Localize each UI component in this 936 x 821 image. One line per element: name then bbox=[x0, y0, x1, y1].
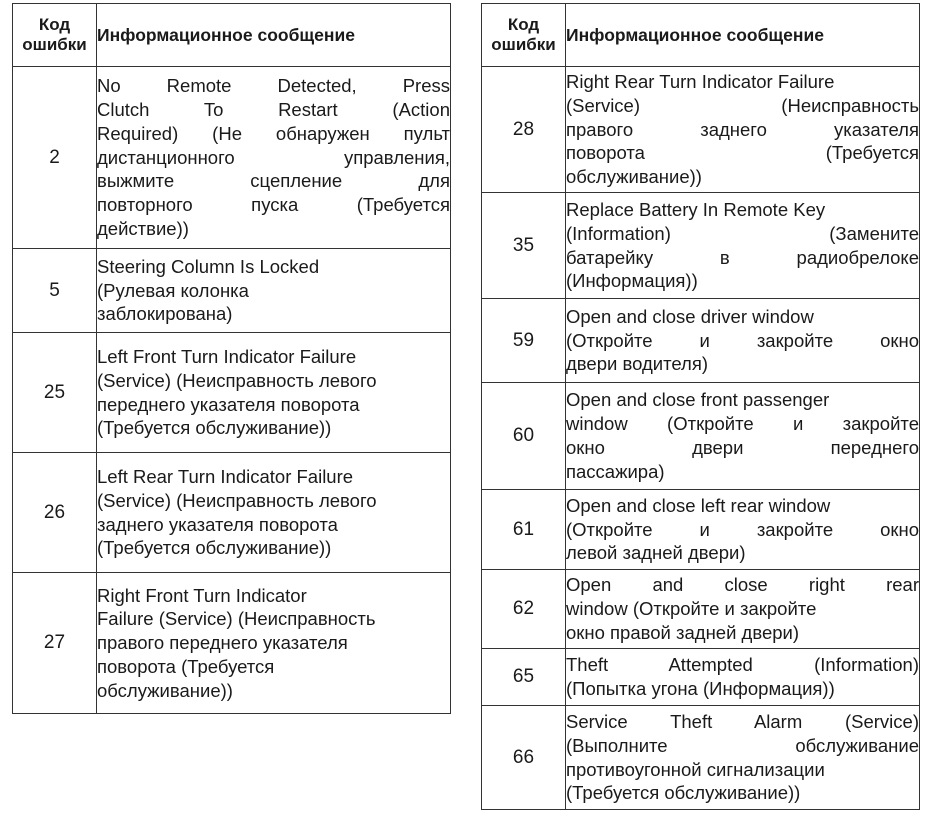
error-message bbox=[566, 67, 920, 193]
table-row bbox=[482, 490, 920, 570]
error-message bbox=[97, 453, 451, 573]
message-line: правого заднего указателя bbox=[566, 118, 919, 140]
table-row bbox=[13, 67, 451, 249]
message-line: окно правой задней двери) bbox=[566, 621, 800, 643]
message-column-header: Информационное сообщение bbox=[97, 4, 451, 67]
error-message bbox=[566, 193, 920, 299]
message-line: Open and close left rear window bbox=[566, 494, 831, 516]
message-line: (Service) (Неисправность левого bbox=[97, 369, 377, 391]
table-row bbox=[13, 249, 451, 333]
code-column-header bbox=[13, 4, 97, 67]
table-row bbox=[482, 67, 920, 193]
error-message bbox=[566, 490, 920, 570]
error-code: 28 bbox=[482, 67, 566, 193]
message-line: поворота (Требуется bbox=[97, 655, 275, 677]
code-header-line: ошибки bbox=[491, 35, 556, 54]
message-line: поворота (Требуется bbox=[566, 142, 919, 164]
message-line: (Откройте и закройте окно bbox=[566, 329, 919, 351]
error-message bbox=[97, 333, 451, 453]
message-line: выжмите сцепление для bbox=[97, 170, 450, 192]
message-line: заблокирована) bbox=[97, 303, 233, 325]
table-row bbox=[13, 453, 451, 573]
message-line: (Откройте и закройте окно bbox=[566, 518, 919, 540]
table-row bbox=[13, 573, 451, 714]
message-line: дистанционного управления, bbox=[97, 146, 450, 168]
message-line: window (Откройте и закройте bbox=[566, 598, 817, 620]
table-body bbox=[13, 67, 451, 714]
table-header-row bbox=[13, 4, 451, 67]
code-header-line: Код bbox=[507, 15, 540, 34]
message-line: пассажира) bbox=[566, 460, 665, 482]
message-line: действие)) bbox=[97, 217, 189, 239]
message-line: (Service) (Неисправность bbox=[566, 94, 919, 116]
table-row bbox=[482, 706, 920, 810]
message-line: No Remote Detected, Press bbox=[97, 75, 450, 97]
table-row bbox=[482, 299, 920, 383]
error-code: 59 bbox=[482, 299, 566, 383]
message-line: левой задней двери) bbox=[566, 542, 746, 564]
error-code: 35 bbox=[482, 193, 566, 299]
error-code: 26 bbox=[13, 453, 97, 573]
table-row bbox=[482, 383, 920, 490]
table-body bbox=[482, 67, 920, 810]
message-line: (Требуется обслуживание)) bbox=[97, 417, 332, 439]
error-code: 60 bbox=[482, 383, 566, 490]
error-message bbox=[566, 570, 920, 649]
code-header-line: Код bbox=[38, 15, 71, 34]
error-message bbox=[566, 383, 920, 490]
message-line: переднего указателя поворота bbox=[97, 393, 360, 415]
message-line: двери водителя) bbox=[566, 353, 709, 375]
message-line: батарейку в радиобрелоке bbox=[566, 246, 919, 268]
error-message bbox=[566, 299, 920, 383]
message-line: Required) (Не обнаружен пульт bbox=[97, 122, 450, 144]
table-row bbox=[482, 649, 920, 706]
error-message bbox=[566, 649, 920, 706]
message-line: Service Theft Alarm (Service) bbox=[566, 710, 919, 732]
error-code: 2 bbox=[13, 67, 97, 249]
message-line: Replace Battery In Remote Key bbox=[566, 198, 826, 220]
message-line: Failure (Service) (Неисправность bbox=[97, 608, 376, 630]
message-line: (Попытка угона (Информация)) bbox=[566, 678, 835, 699]
message-line: (Выполните обслуживание bbox=[566, 734, 919, 756]
message-line: Open and close right rear bbox=[566, 574, 919, 596]
message-line: окно двери переднего bbox=[566, 437, 919, 458]
message-line: (Рулевая колонка bbox=[97, 279, 249, 301]
error-codes-table-right bbox=[481, 3, 920, 810]
message-line: Left Rear Turn Indicator Failure bbox=[97, 465, 354, 487]
error-code: 62 bbox=[482, 570, 566, 649]
message-line: Open and close front passenger bbox=[566, 389, 830, 411]
error-codes-table-left bbox=[12, 3, 451, 714]
message-line: правого переднего указателя bbox=[97, 632, 348, 654]
message-line: противоугонной сигнализации bbox=[566, 758, 825, 780]
code-header-line: ошибки bbox=[22, 35, 87, 54]
message-line: Theft Attempted (Information) bbox=[566, 654, 919, 676]
error-code: 5 bbox=[13, 249, 97, 333]
message-line: повторного пуска (Требуется bbox=[97, 194, 450, 216]
error-message bbox=[97, 573, 451, 714]
table-row bbox=[482, 193, 920, 299]
error-message bbox=[97, 249, 451, 333]
error-code: 66 bbox=[482, 706, 566, 810]
table-row bbox=[482, 570, 920, 649]
table-row bbox=[13, 333, 451, 453]
table-header-row bbox=[482, 4, 920, 67]
message-line: Steering Column Is Locked bbox=[97, 255, 320, 277]
message-column-header: Информационное сообщение bbox=[566, 4, 920, 67]
error-message bbox=[97, 67, 451, 249]
message-line: Open and close driver window bbox=[566, 305, 814, 327]
message-line: заднего указателя поворота bbox=[97, 513, 338, 535]
error-code: 65 bbox=[482, 649, 566, 706]
error-code: 27 bbox=[13, 573, 97, 714]
message-line: обслуживание)) bbox=[97, 679, 233, 701]
message-line: Left Front Turn Indicator Failure bbox=[97, 345, 357, 367]
message-line: (Service) (Неисправность левого bbox=[97, 489, 377, 511]
message-line: (Требуется обслуживание)) bbox=[566, 782, 801, 804]
code-column-header bbox=[482, 4, 566, 67]
message-line: Right Rear Turn Indicator Failure bbox=[566, 71, 835, 92]
message-line: (Информация)) bbox=[566, 270, 698, 292]
message-line: window (Откройте и закройте bbox=[566, 413, 919, 435]
error-code: 25 bbox=[13, 333, 97, 453]
message-line: (Требуется обслуживание)) bbox=[97, 537, 332, 559]
message-line: (Information) (Замените bbox=[566, 222, 919, 244]
message-line: Clutch To Restart (Action bbox=[97, 99, 450, 120]
message-line: Right Front Turn Indicator bbox=[97, 584, 307, 606]
error-code: 61 bbox=[482, 490, 566, 570]
error-message bbox=[566, 706, 920, 810]
message-line: обслуживание)) bbox=[566, 166, 702, 188]
